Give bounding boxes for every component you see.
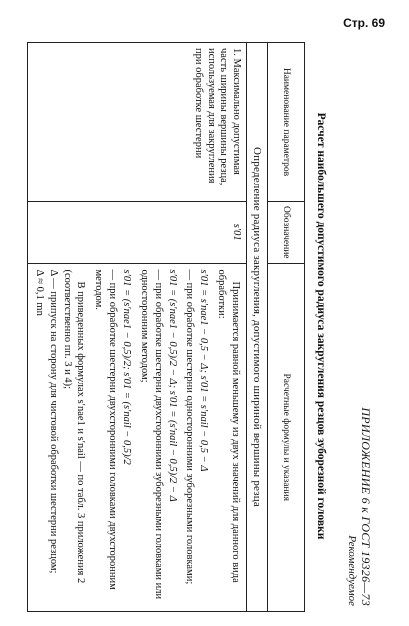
formula-3: s′01 = (s′nae1 − 0,5)/2; s′01 = (s′nail − 0,5)/2	[120, 269, 132, 465]
appendix-status: Рекомендуемое	[346, 535, 358, 606]
table-header-row	[268, 43, 305, 612]
parameter-symbol: s′01	[27, 202, 246, 264]
section-title: Определение радиуса закругления, допустимого шириной вершины резца	[247, 43, 268, 612]
formula-1-note: — при обработке шестерни односторонними зуборезными головками;	[184, 269, 196, 585]
header-parameter: Наименование параметров	[268, 43, 305, 202]
header-symbol: Обозначение	[268, 202, 305, 264]
formula-cell	[27, 263, 246, 612]
table-row	[27, 43, 246, 612]
allowance-value: Δ ≈ 0,1 mn	[33, 269, 45, 316]
formula-3-note: — при обработке шестерни двухсторонними головками двухсторонним методом.	[93, 269, 119, 590]
parameter-name: 1. Максимально допустимая часть ширины вершины резца, используемая для закругления при обработке шестерни	[27, 43, 246, 202]
page-number: Стр. 69	[343, 16, 385, 30]
intro-text: Принимается равной меньшему из двух значений для данного вида обработки:	[216, 269, 241, 583]
formula-2-note: — при обработке шестерни двухсторонними зуборезными головками или односторонним методом;	[138, 269, 164, 600]
section-row	[247, 43, 268, 612]
appendix-header	[346, 407, 373, 606]
appendix-label: ПРИЛОЖЕНИЕ 6 к ГОСТ 19326—73	[359, 407, 373, 606]
formula-2: s′01 = (s′nae1 − 0,5)/2 − Δ; s′01 = (s′nail − 0,5)/2 − Δ	[166, 269, 178, 502]
document-title: Расчет наибольшего допустимого радиуса закругления резцов зуборезной головки	[315, 112, 327, 540]
formula-footnote: В приведенных формулах s′nae1 и s′nail — по табл. 3 приложения 2 (соответственно пп. 3 и 4);	[61, 269, 87, 584]
calculation-table	[27, 42, 305, 612]
header-formulas: Расчетные формулы и указания	[268, 263, 305, 612]
rotated-content	[25, 36, 375, 616]
allowance-note: Δ — припуск на сторону для чистовой обработки шестерни резцом;	[47, 269, 59, 574]
formula-1: s′01 = s′nae1 − 0,5 − Δ; s′01 = s′nail − 0,5 − Δ	[198, 269, 210, 472]
